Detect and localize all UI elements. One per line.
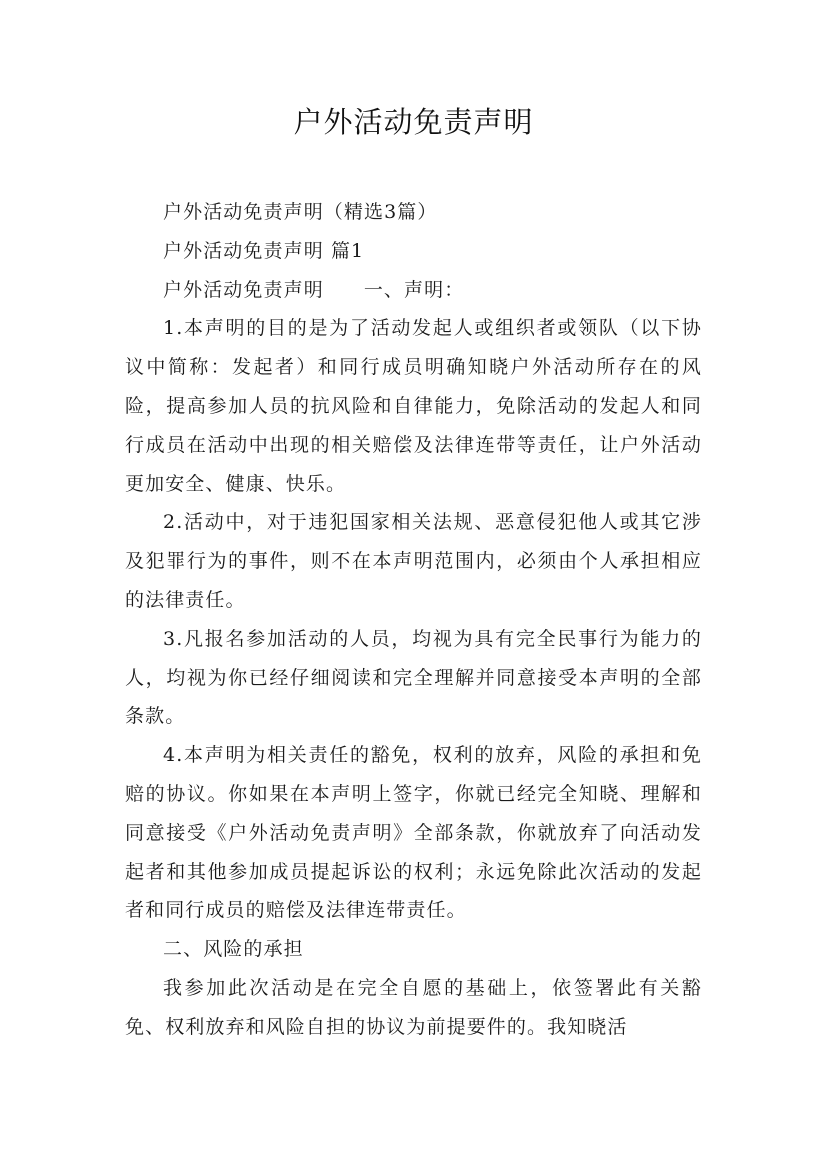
document-title: 户外活动免责声明 — [293, 105, 534, 139]
paragraph-5: 我参加此次活动是在完全自愿的基础上，依签署此有关豁免、权利放弃和风险自担的协议为前提要件的。我知晓活 — [125, 976, 702, 1038]
paragraph-3: 3.凡报名参加活动的人员，均视为具有完全民事行为能力的人，均视为你已经仔细阅读和完全理解并同意接受本声明的全部条款。 — [125, 627, 702, 728]
section1-line — [125, 271, 702, 310]
section2-heading: 二、风险的承担 — [163, 938, 304, 961]
section1-lead: 户外活动免责声明 — [163, 278, 324, 301]
paragraph-2: 2.活动中，对于违犯国家相关法规、恶意侵犯他人或其它涉及犯罪行为的事件，则不在本声明范围内，必须由个人承担相应的法律责任。 — [125, 511, 702, 611]
part-heading: 户外活动免责声明 篇1 — [163, 239, 365, 262]
document-subtitle: 户外活动免责声明（精选3篇） — [163, 201, 438, 223]
paragraph-1: 1.本声明的目的是为了活动发起人或组织者或领队（以下协议中简称：发起者）和同行成员明确知晓户外活动所存在的风险，提高参加人员的抗风险和自律能力，免除活动的发起人和同行成员在活动中出现的相关赔偿及法律连带等责任，让户外活动更加安全、健康、快乐。 — [125, 317, 702, 495]
paragraph-4: 4.本声明为相关责任的豁免，权利的放弃，风险的承担和免赔的协议。你如果在本声明上签字，你就已经完全知晓、理解和同意接受《户外活动免责声明》全部条款，你就放弃了向活动发起者和其他参加成员提起诉讼的权利；永远免除此次活动的发起者和同行成员的赔偿及法律连带责任。 — [125, 744, 702, 922]
document-body — [125, 193, 702, 1047]
section1-heading: 一、声明： — [363, 278, 465, 301]
